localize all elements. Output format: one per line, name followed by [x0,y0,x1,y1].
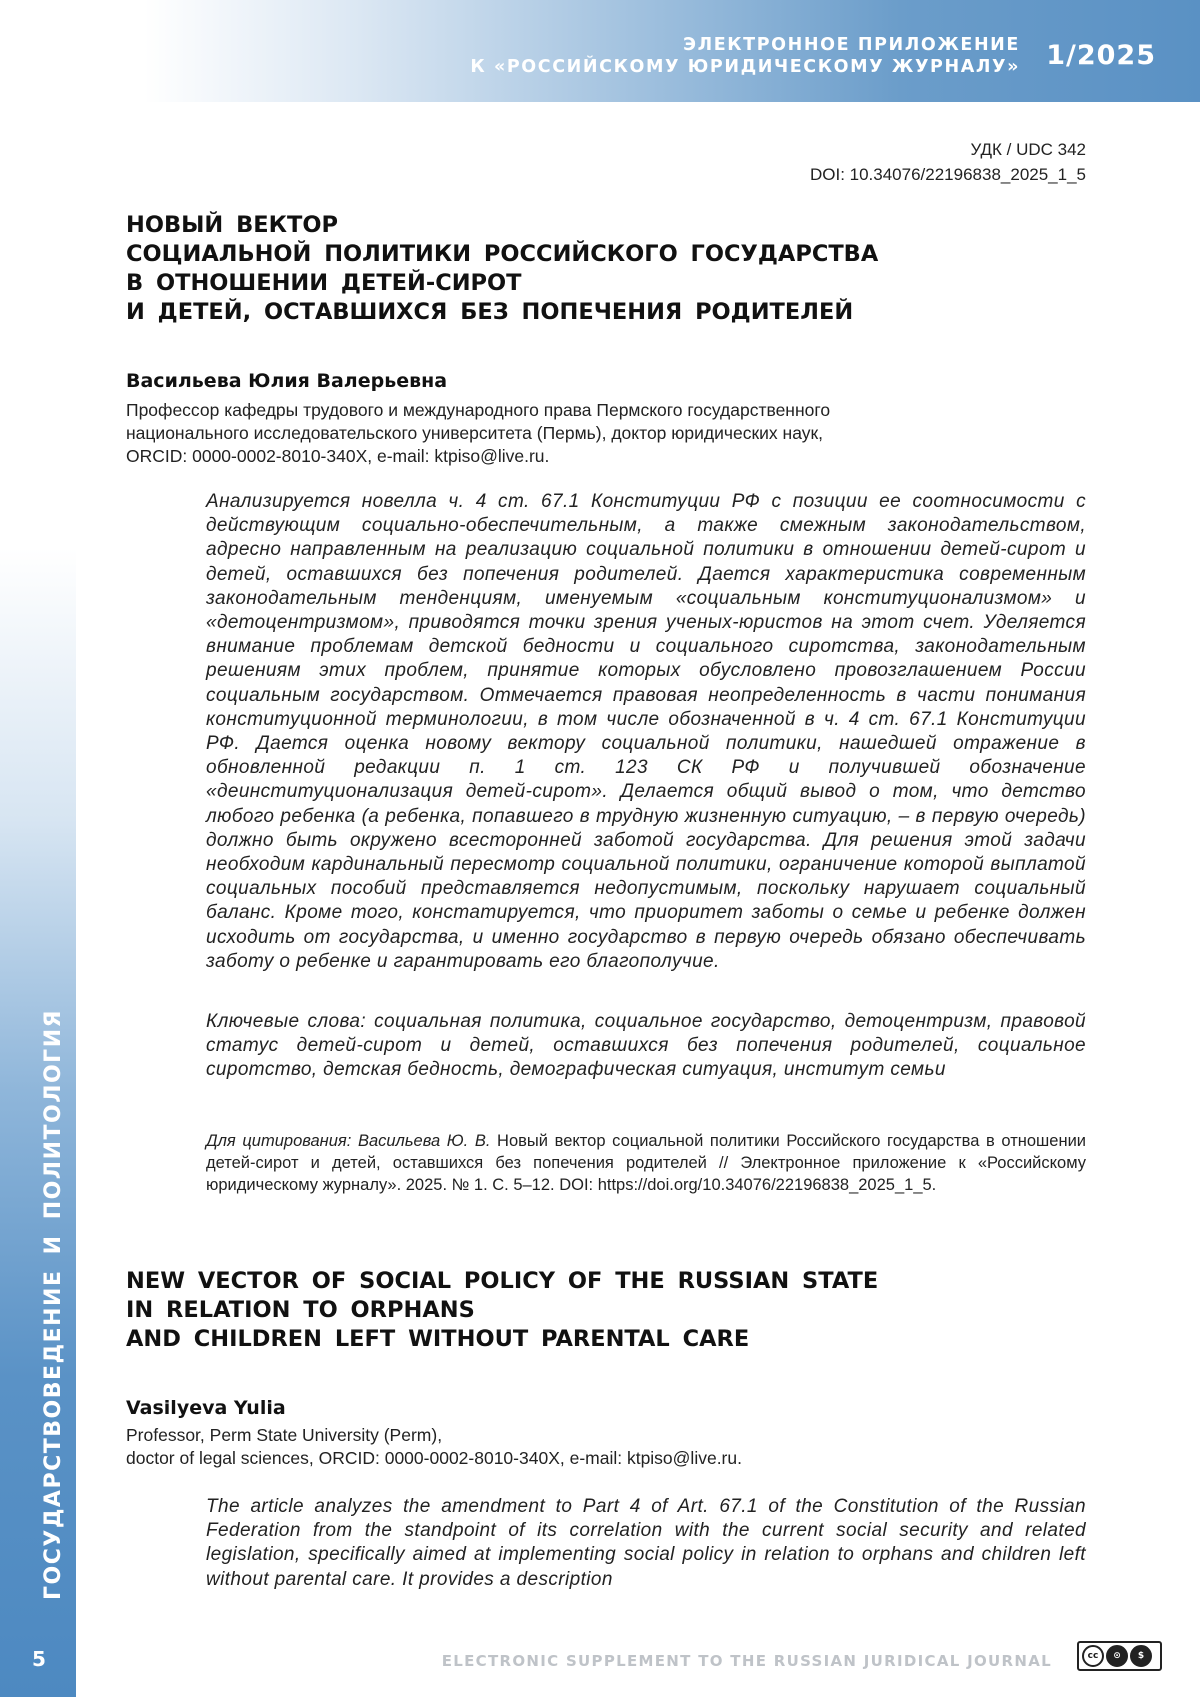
title-ru-line: В ОТНОШЕНИИ ДЕТЕЙ-СИРОТ [126,269,878,298]
title-ru [126,211,878,327]
affiliation-ru [126,399,830,468]
keywords-ru: Ключевые слова: социальная политика, социальное государство, детоцентризм, правовой статус детей-сирот и детей, оставшихся без попечения родителей, социальное сиротство, детская бедность, демографическая ситуация, институт семьи [206,1010,1086,1083]
cc-icon: cc [1082,1645,1104,1667]
affiliation-ru-line: Профессор кафедры трудового и международного права Пермского государственного [126,399,830,422]
affiliation-en-line: Professor, Perm State University (Perm), [126,1424,742,1447]
abstract-en: The article analyzes the amendment to Part 4 of Art. 67.1 of the Constitution of the Russian Federation from the standpoint of its correlation with the current social security and related legislation, specifically aimed at implementing social policy in relation to orphans and children left without parental care. It provides a description [206,1495,1086,1592]
affiliation-ru-line: национального исследовательского университета (Пермь), доктор юридических наук, [126,422,830,445]
journal-name-line1: ЭЛЕКТРОННОЕ ПРИЛОЖЕНИЕ [470,34,1020,56]
affiliation-ru-line: ORCID: 0000-0002-8010-340X, e-mail: ktpiso@live.ru. [126,445,830,468]
title-en-line: AND CHILDREN LEFT WITHOUT PARENTAL CARE [126,1325,878,1354]
citation [206,1130,1086,1196]
citation-label: Для цитирования: Васильева Ю. В. [206,1132,490,1150]
title-ru-line: НОВЫЙ ВЕКТОР [126,211,878,240]
title-ru-line: СОЦИАЛЬНОЙ ПОЛИТИКИ РОССИЙСКОГО ГОСУДАРСТВА [126,240,878,269]
affiliation-en [126,1424,742,1470]
footer-journal: ELECTRONIC SUPPLEMENT TO THE RUSSIAN JURIDICAL JOURNAL [442,1652,1052,1670]
journal-name [470,34,1020,78]
title-ru-line: И ДЕТЕЙ, ОСТАВШИХСЯ БЕЗ ПОПЕЧЕНИЯ РОДИТЕЛЕЙ [126,298,878,327]
issue-number: 1/2025 [1046,40,1156,71]
title-en [126,1267,878,1354]
header-banner [0,0,1200,102]
journal-name-line2: К «РОССИЙСКОМУ ЮРИДИЧЕСКОМУ ЖУРНАЛУ» [470,56,1020,78]
cc-by-nc-sa-icon[interactable] [1077,1641,1162,1671]
title-en-line: IN RELATION TO ORPHANS [126,1296,878,1325]
author-ru: Васильева Юлия Валерьевна [126,370,447,392]
nc-icon: $ [1130,1645,1152,1667]
section-title: ГОСУДАРСТВОВЕДЕНИЕ И ПОЛИТОЛОГИЯ [41,1009,66,1600]
citation-text: Новый вектор социальной политики Российского государства в отношении детей-сирот и детей, оставшихся без попечения родителей // Электронное приложение к «Российскому юридическому журналу». 2025. № 1. С. 5–12. DOI: https://doi.org/10.34076/22196838_2025_1_5. [206,1132,1086,1194]
udc-code: УДК / UDC 342 [810,137,1086,162]
author-en: Vasilyeva Yulia [126,1397,286,1419]
page-number: 5 [32,1647,46,1671]
title-en-line: NEW VECTOR OF SOCIAL POLICY OF THE RUSSIAN STATE [126,1267,878,1296]
abstract-ru: Анализируется новелла ч. 4 ст. 67.1 Конституции РФ с позиции ее соотносимости с действующим социально-обеспечительным, а также смежным законодательством, адресно направленным на реализацию социальной политики в отношении детей-сирот и детей, оставшихся без попечения родителей. Дается характеристика современным законодательным тенденциям, именуемым «социальным конституционализмом» и «детоцентризмом», приводятся точки зрения ученых-юристов на этот счет. Уделяется внимание проблемам детской бедности и социального сиротства, законодательным решениям этих проблем, принятие которых обусловлено провозглашением России социальным государством. Отмечается правовая неопределенность в части понимания конституционной терминологии, в том числе обозначенной в ч. 4 ст. 67.1 Конституции РФ. Дается оценка новому вектору социальной политики, нашедшей отражение в обновленной редакции п. 1 ст. 123 СК РФ и получившей обозначение «деинституционализация детей-сирот». Делается общий вывод о том, что детство любого ребенка (а ребенка, попавшего в трудную жизненную ситуацию, – в первую очередь) должно быть окружено всесторонней заботой государства. Для решения этой задачи необходим кардинальный пересмотр социальной политики, ограничение которой выплатой социальных пособий представляется недопустимым, поскольку нарушает социальный баланс. Кроме того, констатируется, что приоритет заботы о семье и ребенке должен исходить от государства, и именно государство в первую очередь обязано обеспечивать заботу о ребенке и гарантировать его благополучие. [206,490,1086,974]
affiliation-en-line: doctor of legal sciences, ORCID: 0000-0002-8010-340X, e-mail: ktpiso@live.ru. [126,1447,742,1470]
article-meta [810,137,1086,187]
doi: DOI: 10.34076/22196838_2025_1_5 [810,162,1086,187]
by-icon: ⊙ [1106,1645,1128,1667]
